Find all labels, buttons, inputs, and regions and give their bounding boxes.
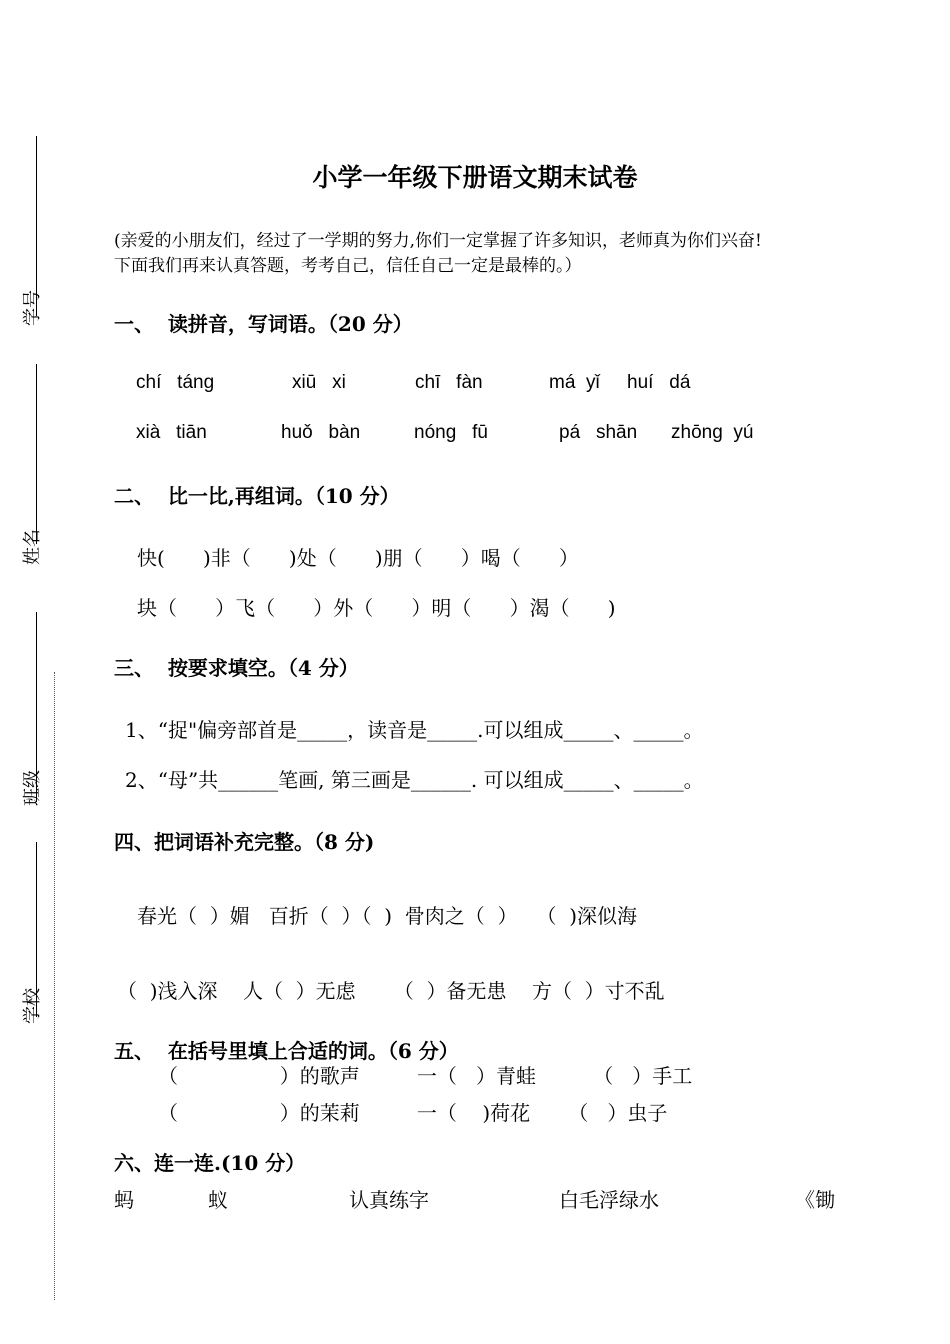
margin-line-2 — [36, 364, 37, 544]
pinyin-item: xiū xi — [292, 372, 346, 393]
page-title: 小学一年级下册语文期末试卷 — [312, 163, 638, 192]
section5-heading: 五、 在括号里填上合适的词。（6 分） — [114, 1039, 459, 1063]
compare-row-2: 块（ ）飞（ ）外（ ）明（ ）渴（ ) — [137, 596, 616, 620]
idiom-row-1: 春光（ ）媚 百折（ ）（ ) 骨肉之（ ） （ )深似海 — [137, 904, 638, 928]
fill-line-1: 1、“捉"偏旁部首是_____，读音是_____.可以组成_____、_____。 — [125, 718, 704, 742]
intro-line-2: 下面我们再来认真答题，考考自己，信任自己一定是最棒的。） — [114, 256, 582, 276]
pinyin-item: huǒ bàn — [281, 422, 361, 443]
match-item: 蚂 — [114, 1188, 134, 1212]
pinyin-item: xià tiān — [136, 422, 207, 443]
section1-heading: 一、 读拼音，写词语。（20 分） — [114, 312, 413, 336]
fill-line-2: 2、“母”共______笔画, 第三画是______. 可以组成_____、_____。 — [125, 768, 704, 792]
margin-label-school: 学校 — [22, 988, 43, 1024]
word-fill-row-2: （ ）的茉莉 一（ )荷花 （ ）虫子 — [158, 1101, 668, 1125]
pinyin-item: chī fàn — [415, 372, 483, 393]
match-item: 白毛浮绿水 — [559, 1188, 659, 1212]
pinyin-item: chí táng — [136, 372, 215, 393]
section3-heading: 三、 按要求填空。（4 分） — [114, 656, 359, 680]
binding-dotted-line — [54, 672, 55, 1300]
pinyin-item: nóng fū — [414, 422, 488, 443]
pinyin-item: pá shān — [559, 422, 638, 443]
margin-label-class: 班级 — [22, 770, 43, 806]
match-item: 《锄 — [795, 1188, 835, 1212]
pinyin-item: má yǐ — [549, 372, 600, 393]
idiom-row-2: （ )浅入深 人（ ）无虑 （ ）备无患 方（ ）寸不乱 — [117, 979, 665, 1003]
section6-heading: 六、连一连.(10 分） — [114, 1151, 306, 1175]
word-fill-row-1: （ ）的歌声 一（ ）青蛙 （ ）手工 — [158, 1064, 693, 1088]
compare-row-1: 快( )非（ )处（ )朋（ ）喝（ ） — [137, 546, 579, 570]
section4-heading: 四、把词语补充完整。（8 分) — [114, 830, 375, 854]
margin-label-name: 姓名 — [22, 529, 43, 565]
match-item: 认真练字 — [349, 1188, 429, 1212]
intro-line-1: (亲爱的小朋友们，经过了一学期的努力,你们一定掌握了许多知识，老师真为你们兴奋! — [114, 231, 762, 251]
margin-label-student-id: 学号 — [22, 290, 43, 326]
pinyin-item: huí dá — [627, 372, 691, 393]
section2-heading: 二、 比一比,再组词。（10 分） — [114, 484, 400, 508]
match-item: 蚁 — [208, 1188, 228, 1212]
pinyin-item: zhōng yú — [671, 422, 754, 443]
